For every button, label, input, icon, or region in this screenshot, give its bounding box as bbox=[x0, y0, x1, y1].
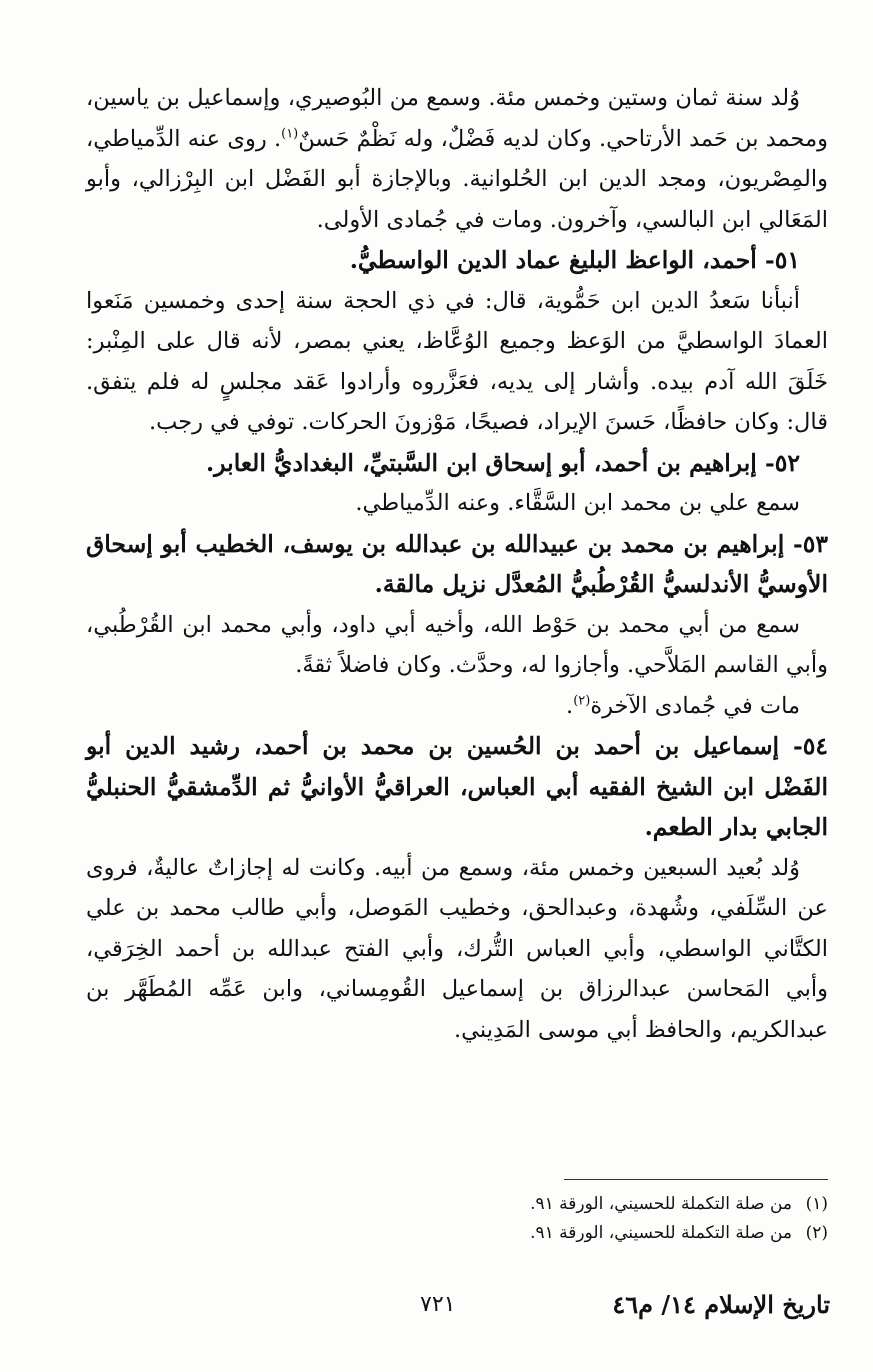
footnote-marker: (١) bbox=[281, 126, 299, 141]
paragraph: أنبأنا سَعدُ الدين ابن حَمُّوية، قال: في ذي الحجة سنة إحدى وخمسين مَنَعوا العمادَ الواسطيَّ من الوَعظ وجميع الوُعَّاظ، يعني بمصر، لأنه قال على المِنْبر: خَلَقَ الله آدم بيده. وأشار إلى يديه، فعَزَّروه وأرادوا عَقد مجلسٍ له فلم يتفق. قال: وكان حافظًا، حَسنَ الإيراد، فصيحًا، مَوْزونَ الحركات. توفي في رجب. bbox=[86, 287, 828, 435]
footnote-divider bbox=[564, 1179, 828, 1180]
entry-heading: ٥٢- إبراهيم بن أحمد، أبو إسحاق ابن السَّبتيِّ، البغداديُّ العابر. bbox=[206, 448, 800, 477]
footnotes bbox=[440, 1190, 828, 1248]
footnote bbox=[440, 1190, 828, 1219]
paragraph: سمع علي بن محمد ابن السَّقَّاء. وعنه الدِّمياطي. bbox=[355, 490, 800, 516]
paragraph: وُلد سنة ثمان وستين وخمس مئة. وسمع من البُوصيري، وإسماعيل بن ياسين، ومحمد بن حَمد الأرتاحي. وكان لديه فَضْلٌ، وله نَظْمٌ حَسنٌ$^{(١)}$. روى عنه الدِّمياطي، والمِصْريون، ومجد الدين ابن الحُلوانية. وبالإجازة أبو الفَضْل ابن البِرْزالي، وأبو المَعَالي ابن البالسي، وآخرون. ومات في جُمادى الأولى. bbox=[86, 85, 828, 233]
entry-heading: ٥١- أحمد، الواعظ البليغ عماد الدين الواسطيُّ. bbox=[349, 246, 800, 274]
paragraph: وُلد بُعيد السبعين وخمس مئة، وسمع من أبيه. وكانت له إجازاتٌ عاليةٌ، فروى عن السِّلَفي، وشُهدة، وعبدالحق، وخطيب المَوصل، وأبي طالب محمد بن علي الكتَّاني الواسطي، وأبي العباس التُّرك، وأبي الفتح عبدالله بن أحمد الخِرَقي، وأبي المَحاسن عبدالرزاق بن إسماعيل القُومِساني، وابن عَمِّه المُطَهَّر بن عبدالكريم، والحافظ أبي موسى المَدِيني. bbox=[86, 854, 828, 1043]
paragraph: سمع من أبي محمد بن حَوْط الله، وأخيه أبي داود، وأبي محمد ابن القُرْطُبي، وأبي القاسم المَلاَّحي. وأجازوا له، وحدَّث. وكان فاضلاً ثقةً. bbox=[86, 611, 828, 678]
entry-heading: ٥٣- إبراهيم بن محمد بن عبيدالله بن عبدالله بن يوسف، الخطيب أبو إسحاق الأوسيُّ الأندلسيُّ القُرْطُبيُّ المُعدَّل نزيل مالقة. bbox=[86, 529, 828, 598]
entry-heading: ٥٤- إسماعيل بن أحمد بن الحُسين بن محمد بن أحمد، رشيد الدين أبو الفَضْل ابن الشيخ الفقيه أبي العباس، العراقيُّ الأوانيُّ ثم الدِّمشقيُّ الحنبليُّ الجابي بدار الطعم. bbox=[86, 732, 828, 841]
footnote bbox=[440, 1219, 828, 1248]
footnote-marker: (٢) bbox=[573, 693, 591, 708]
page-number: ٧٢١ bbox=[420, 1292, 456, 1317]
footnote-number: (١) bbox=[805, 1194, 828, 1214]
paragraph: مات في جُمادى الآخرة$^{(٢)}$. bbox=[566, 692, 800, 719]
main-text bbox=[86, 78, 828, 1050]
running-title: تاريخ الإسلام ١٤/ م٤٦ bbox=[612, 1290, 830, 1319]
footnote-number: (٢) bbox=[805, 1223, 828, 1243]
footnote-text: من صلة التكملة للحسيني، الورقة ٩١. bbox=[530, 1223, 792, 1243]
footnote-text: من صلة التكملة للحسيني، الورقة ٩١. bbox=[530, 1194, 792, 1214]
